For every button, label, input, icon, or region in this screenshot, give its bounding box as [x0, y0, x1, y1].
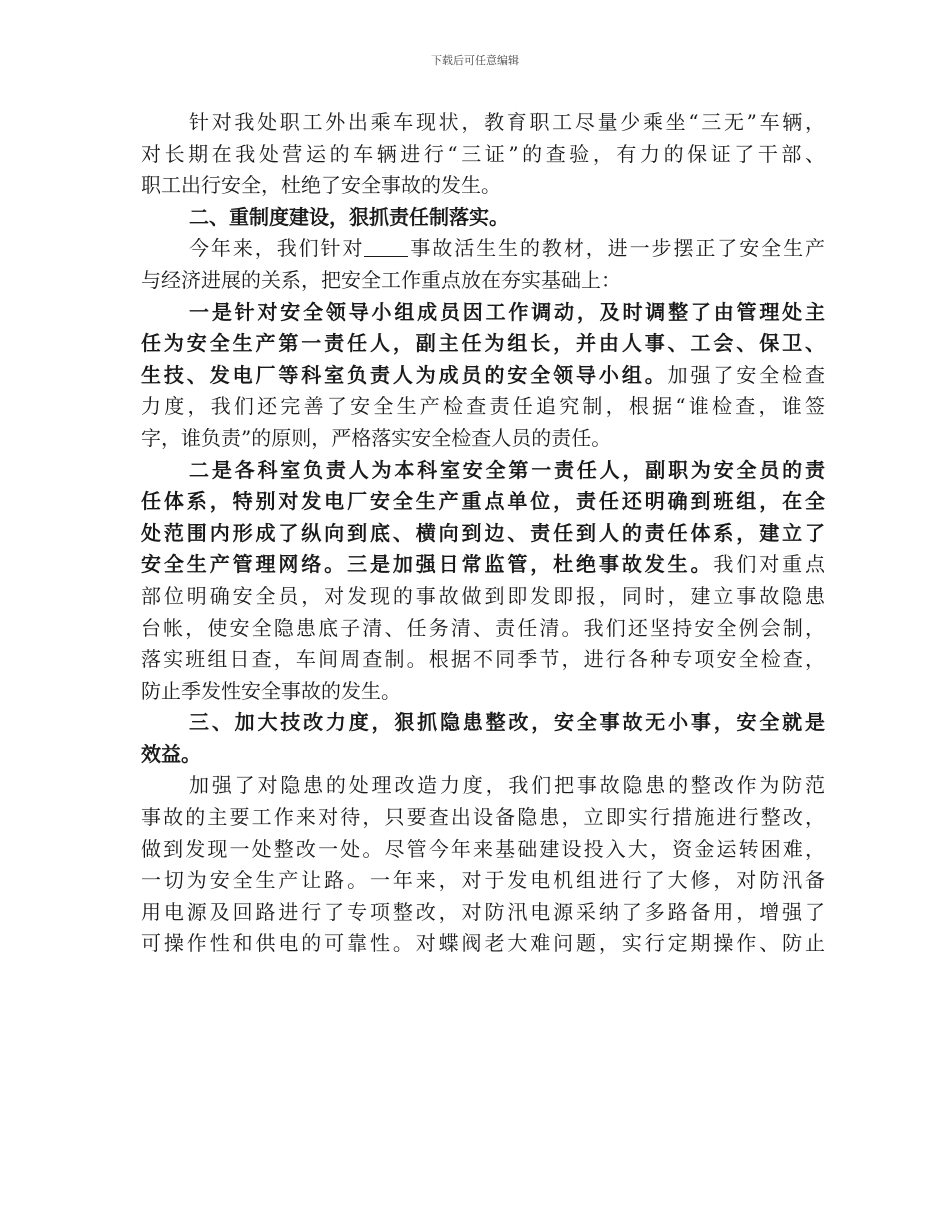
text-run: 对长期在我处营运的车辆进行“三证”的查验，有力的保证了干部、 — [141, 141, 825, 166]
text-run: 职工出行安全，杜绝了安全事故的发生。 — [141, 173, 501, 198]
paragraph-line — [141, 865, 825, 897]
paragraph-line — [141, 486, 825, 518]
paragraph-line — [141, 581, 825, 613]
text-run: 力度，我们还完善了安全生产检查责任追究制，根据“谁检查，谁签 — [141, 394, 825, 419]
paragraph-line — [141, 391, 825, 423]
text-run: 落实班组日查，车间周查制。根据不同季节，进行各种专项安全检查， — [141, 647, 825, 672]
paragraph-line — [141, 233, 825, 265]
paragraph-line — [141, 423, 825, 455]
text-run: 事故活生生的教材，进一步摆正了安全生产 — [408, 236, 826, 261]
text-run: 可操作性和供电的可靠性。对蝶阀老大难问题，实行定期操作、防止 — [141, 931, 825, 956]
section-heading-line — [141, 739, 825, 771]
text-run: 三、加大技改力度，狠抓隐患整改，安全事故无小事，安全就是 — [189, 710, 825, 735]
paragraph-line — [141, 770, 825, 802]
paragraph-line — [141, 897, 825, 929]
bold-text-run: 任体系，特别对发电厂安全生产重点单位，责任还明确到班组，在全 — [141, 489, 825, 514]
paragraph-line — [141, 139, 825, 171]
fill-in-blank — [364, 238, 408, 257]
text-run: 我们对重点 — [713, 552, 826, 577]
paragraph-line — [141, 265, 825, 297]
text-run: 针对我处职工外出乘车现状，教育职工尽量少乘坐“三无”车辆， — [189, 110, 825, 134]
text-run: 加强了对隐患的处理改造力度，我们把事故隐患的整改作为防范 — [189, 773, 825, 798]
paragraph-line — [141, 170, 825, 202]
paragraph-line — [141, 644, 825, 676]
paragraph-line — [141, 518, 825, 550]
text-run: 事故的主要工作来对待，只要查出设备隐患，立即实行措施进行整改， — [141, 805, 825, 830]
paragraph-line — [141, 676, 825, 708]
text-run: 一切为安全生产让路。一年来，对于发电机组进行了大修，对防汛备 — [141, 868, 825, 893]
paragraph-line — [141, 802, 825, 834]
bold-text-run: 生技、发电厂等科室负责人为成员的安全领导小组。 — [141, 362, 668, 387]
text-run: 台帐，使安全隐患底子清、任务清、责任清。我们还坚持安全例会制， — [141, 615, 825, 640]
bold-text-run: 二是各科室负责人为本科室安全第一责任人，副职为安全员的责 — [189, 457, 825, 482]
paragraph-line — [141, 928, 825, 960]
bold-text-run: 任为安全生产第一责任人，副主任为组长，并由人事、工会、保卫、 — [141, 331, 825, 356]
paragraph-line — [141, 455, 825, 487]
section-heading-line — [141, 202, 825, 234]
paragraph-line — [141, 297, 825, 329]
text-run: 加强了安全检查 — [667, 362, 826, 387]
paragraph-line — [141, 834, 825, 866]
text-run: 二、重制度建设，狠抓责任制落实。 — [189, 204, 509, 229]
paragraph-line — [141, 549, 825, 581]
bold-text-run: 处范围内形成了纵向到底、横向到边、责任到人的责任体系，建立了 — [141, 520, 825, 545]
text-run: 字，谁负责”的原则，严格落实安全检查人员的责任。 — [141, 425, 612, 450]
text-run: 效益。 — [141, 741, 201, 766]
bold-text-run: 安全生产管理网络。三是加强日常监管，杜绝事故发生。 — [141, 552, 714, 577]
text-run: 今年来，我们针对 — [189, 236, 365, 261]
text-run: 做到发现一处整改一处。尽管今年来基础建设投入大，资金运转困难， — [141, 836, 825, 861]
paragraph-line — [141, 613, 825, 645]
text-run: 部位明确安全员，对发现的事故做到即发即报，同时，建立事故隐患 — [141, 583, 825, 608]
section-heading-line — [141, 707, 825, 739]
page-header-note: 下载后可任意编辑 — [431, 54, 519, 67]
document-body — [141, 107, 825, 960]
text-run: 用电源及回路进行了专项整改，对防汛电源采纳了多路备用，增强了 — [141, 899, 825, 924]
paragraph-line — [141, 328, 825, 360]
text-run: 与经济进展的关系，把安全工作重点放在夯实基础上： — [141, 267, 621, 292]
bold-text-run: 一是针对安全领导小组成员因工作调动，及时调整了由管理处主 — [189, 299, 825, 324]
paragraph-line — [141, 360, 825, 392]
text-run: 防止季发性安全事故的发生。 — [141, 678, 401, 703]
paragraph-line — [141, 107, 825, 139]
